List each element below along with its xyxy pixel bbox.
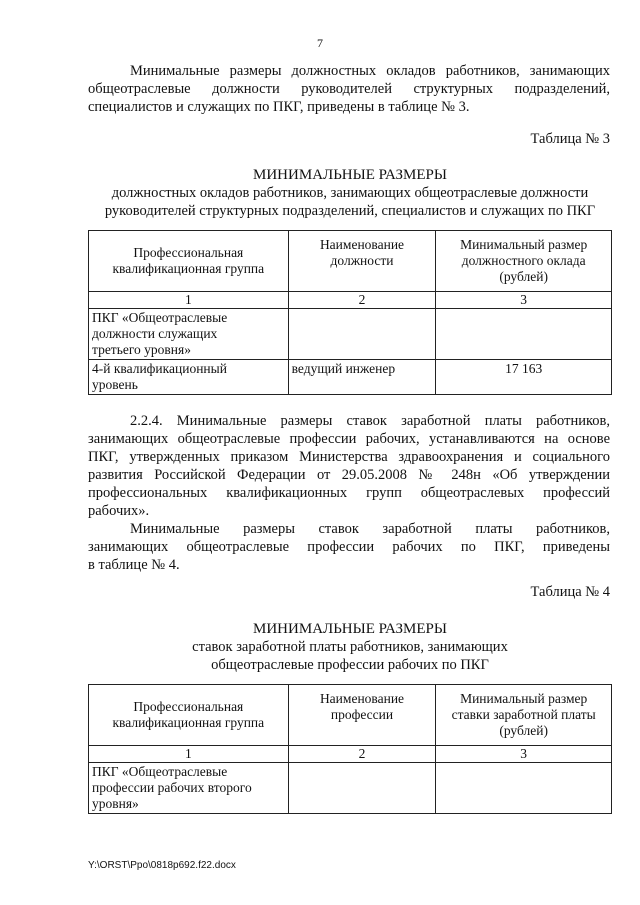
table3-salary-cell: 17 163 <box>436 360 612 395</box>
table4-heading <box>80 620 620 674</box>
cell-line: ПКГ «Общеотраслевые <box>92 764 228 779</box>
column-number: 3 <box>436 292 612 309</box>
header-line: Наименование <box>319 691 405 706</box>
table3-heading <box>80 166 620 220</box>
column-number: 2 <box>288 746 436 763</box>
table4-subtitle-line: ставок заработной платы работников, занимающих <box>192 639 508 655</box>
header-line: профессии <box>330 707 394 722</box>
table3-label: Таблица № 3 <box>530 131 610 147</box>
table-row <box>89 763 612 814</box>
table-row <box>89 360 612 395</box>
table3-position-cell: ведущий инженер <box>288 360 436 395</box>
table3-subtitle-line: руководителей структурных подразделений, специалистов и служащих по ПКГ <box>104 203 596 219</box>
table4-header-group <box>89 685 289 746</box>
table4-group-cell <box>89 763 289 814</box>
header-line: Минимальный размер <box>460 237 588 252</box>
table4-label: Таблица № 4 <box>530 584 610 600</box>
header-line: Профессиональная <box>133 699 244 714</box>
table3-header-group <box>89 231 289 292</box>
table4 <box>88 684 612 814</box>
footer-file-path: Y:\ORST\Ppo\0818p692.f22.docx <box>88 860 236 871</box>
table-row <box>89 309 612 360</box>
cell-line: профессии рабочих второго <box>92 780 252 795</box>
section-line: в таблице № 4. <box>88 557 180 573</box>
header-line: должностного оклада <box>461 253 586 268</box>
section-line: 2.2.4. Минимальные размеры ставок заработной платы работников, <box>130 413 610 429</box>
column-number: 3 <box>436 746 612 763</box>
section-line: профессиональных квалификационных групп общеотраслевых профессий <box>88 485 610 501</box>
section-line: ПКГ, утвержденных приказом Министерства здравоохранения и социального <box>88 449 610 465</box>
section-line: рабочих». <box>88 503 150 519</box>
header-line: ставки заработной платы <box>451 707 596 722</box>
column-number: 1 <box>89 746 289 763</box>
header-line: Минимальный размер <box>460 691 588 706</box>
section-line: развития Российской Федерации от 29.05.2008 № 248н «Об утверждении <box>88 467 610 483</box>
section-line: занимающих общеотраслевые профессии рабочих по ПКГ, приведены <box>88 539 610 555</box>
intro-line: Минимальные размеры должностных окладов работников, занимающих <box>130 63 610 79</box>
table3-position-cell <box>288 309 436 360</box>
header-line: Наименование <box>319 237 405 252</box>
table4-header-salary <box>436 685 612 746</box>
column-number: 2 <box>288 292 436 309</box>
table3-title: МИНИМАЛЬНЫЕ РАЗМЕРЫ <box>253 167 447 183</box>
header-line: квалификационная группа <box>112 261 265 276</box>
table3 <box>88 230 612 395</box>
header-line: (рублей) <box>499 269 548 284</box>
table4-title: МИНИМАЛЬНЫЕ РАЗМЕРЫ <box>253 621 447 637</box>
table3-group-cell <box>89 360 289 395</box>
cell-line: третьего уровня» <box>92 342 191 357</box>
table4-header-row <box>89 685 612 746</box>
intro-line: специалистов и служащих по ПКГ, приведены в таблице № 3. <box>88 99 470 115</box>
table4-header-position <box>288 685 436 746</box>
cell-line: ПКГ «Общеотраслевые <box>92 310 228 325</box>
table4-position-cell <box>288 763 436 814</box>
table4-subtitle-line: общеотраслевые профессии рабочих по ПКГ <box>211 657 489 673</box>
cell-line: уровня» <box>92 796 139 811</box>
column-number: 1 <box>89 292 289 309</box>
table3-header-position <box>288 231 436 292</box>
header-line: (рублей) <box>499 723 548 738</box>
cell-line: уровень <box>92 377 138 392</box>
table4-number-row <box>89 746 612 763</box>
table4-salary-cell <box>436 763 612 814</box>
table3-subtitle-line: должностных окладов работников, занимающих общеотраслевые должности <box>111 185 589 201</box>
table3-header-salary <box>436 231 612 292</box>
section-line: Минимальные размеры ставок заработной платы работников, <box>130 521 610 537</box>
table3-number-row <box>89 292 612 309</box>
cell-line: 4-й квалификационный <box>92 361 227 376</box>
header-line: квалификационная группа <box>112 715 265 730</box>
intro-paragraph <box>88 62 610 116</box>
table3-header-row <box>89 231 612 292</box>
table3-salary-cell <box>436 309 612 360</box>
header-line: должности <box>330 253 394 268</box>
intro-line: общеотраслевые должности руководителей структурных подразделений, <box>88 81 610 97</box>
table3-group-cell <box>89 309 289 360</box>
section-line: занимающих общеотраслевые профессии рабочих, устанавливаются на основе <box>88 431 610 447</box>
section-2-2-4 <box>88 412 610 574</box>
header-line: Профессиональная <box>133 245 244 260</box>
cell-line: должности служащих <box>92 326 218 341</box>
page-number: 7 <box>317 36 323 50</box>
